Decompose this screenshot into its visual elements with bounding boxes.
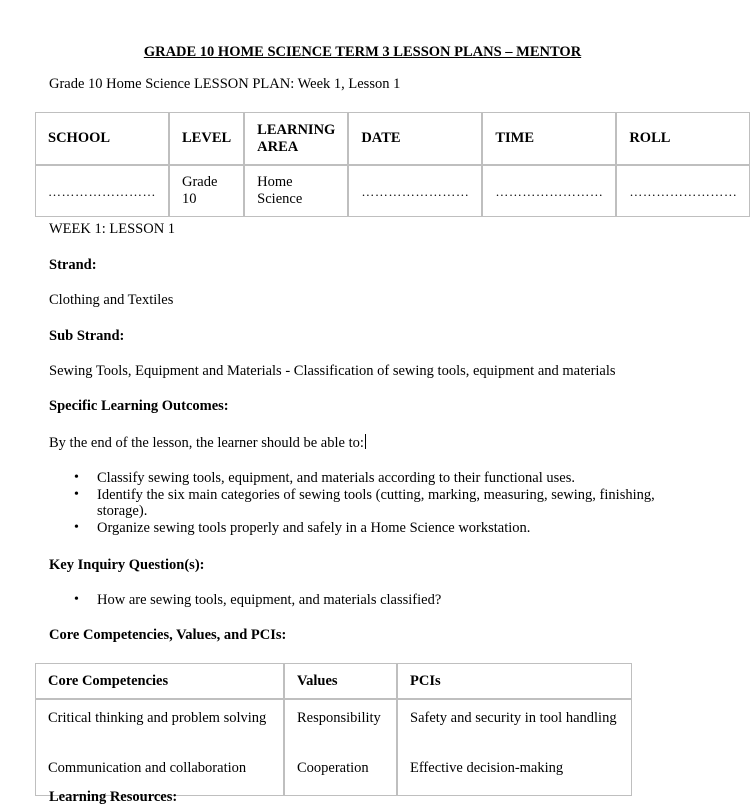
resources-heading: Learning Resources: [49, 789, 178, 805]
header-time: TIME [482, 112, 616, 165]
text-cursor [365, 434, 366, 449]
header-core-competencies: Core Competencies [35, 663, 284, 699]
header-pcis: PCIs [397, 663, 632, 699]
roll-value: …………………… [616, 165, 750, 217]
time-value: …………………… [482, 165, 616, 217]
pci-item: Safety and security in tool handling [410, 710, 617, 726]
sub-strand-heading: Sub Strand: [49, 328, 125, 344]
page-title: GRADE 10 HOME SCIENCE TERM 3 LESSON PLANS – MENTOR [143, 44, 582, 60]
header-roll: ROLL [616, 112, 750, 165]
learning-area-value: Home Science [244, 165, 348, 217]
value-item: Responsibility [297, 710, 381, 726]
lesson-info-header-row [35, 112, 750, 165]
school-value: …………………… [35, 165, 169, 217]
lesson-plan-subtitle: Grade 10 Home Science LESSON PLAN: Week 1, Lesson 1 [49, 76, 401, 92]
date-value: …………………… [348, 165, 482, 217]
level-value: Grade 10 [169, 165, 244, 217]
week-lesson-label: WEEK 1: LESSON 1 [49, 221, 176, 237]
core-competencies-cell [35, 699, 284, 796]
list-item: • Identify the six main categories of sewing tools (cutting, marking, measuring, sewing, finishing, storage). [49, 487, 689, 520]
competencies-body-row [35, 699, 632, 796]
competencies-header-row [35, 663, 632, 699]
header-values: Values [284, 663, 397, 699]
lesson-info-value-row [35, 165, 750, 217]
competency-item: Critical thinking and problem solving [48, 710, 267, 726]
lesson-info-table [35, 112, 750, 217]
list-item: • How are sewing tools, equipment, and materials classified? [49, 592, 689, 609]
strand-text: Clothing and Textiles [49, 292, 174, 308]
competency-item: Communication and collaboration [48, 760, 247, 776]
strand-heading: Strand: [49, 257, 97, 273]
header-level: LEVEL [169, 112, 244, 165]
competencies-heading: Core Competencies, Values, and PCIs: [49, 627, 287, 643]
header-learning-area: LEARNING AREA [244, 112, 348, 165]
list-item: • Organize sewing tools properly and safely in a Home Science workstation. [49, 520, 689, 537]
sub-strand-text: Sewing Tools, Equipment and Materials - Classification of sewing tools, equipment and materials [49, 363, 616, 379]
slo-list [49, 470, 689, 536]
kiq-heading: Key Inquiry Question(s): [49, 557, 205, 573]
values-cell [284, 699, 397, 796]
kiq-list [49, 592, 689, 609]
competencies-table [35, 663, 632, 796]
list-item: • Classify sewing tools, equipment, and materials according to their functional uses. [49, 470, 689, 487]
header-school: SCHOOL [35, 112, 169, 165]
pcis-cell [397, 699, 632, 796]
pci-item: Effective decision-making [410, 760, 564, 776]
slo-heading: Specific Learning Outcomes: [49, 398, 229, 414]
header-date: DATE [348, 112, 482, 165]
slo-intro: By the end of the lesson, the learner should be able to: [49, 435, 364, 451]
value-item: Cooperation [297, 760, 369, 776]
